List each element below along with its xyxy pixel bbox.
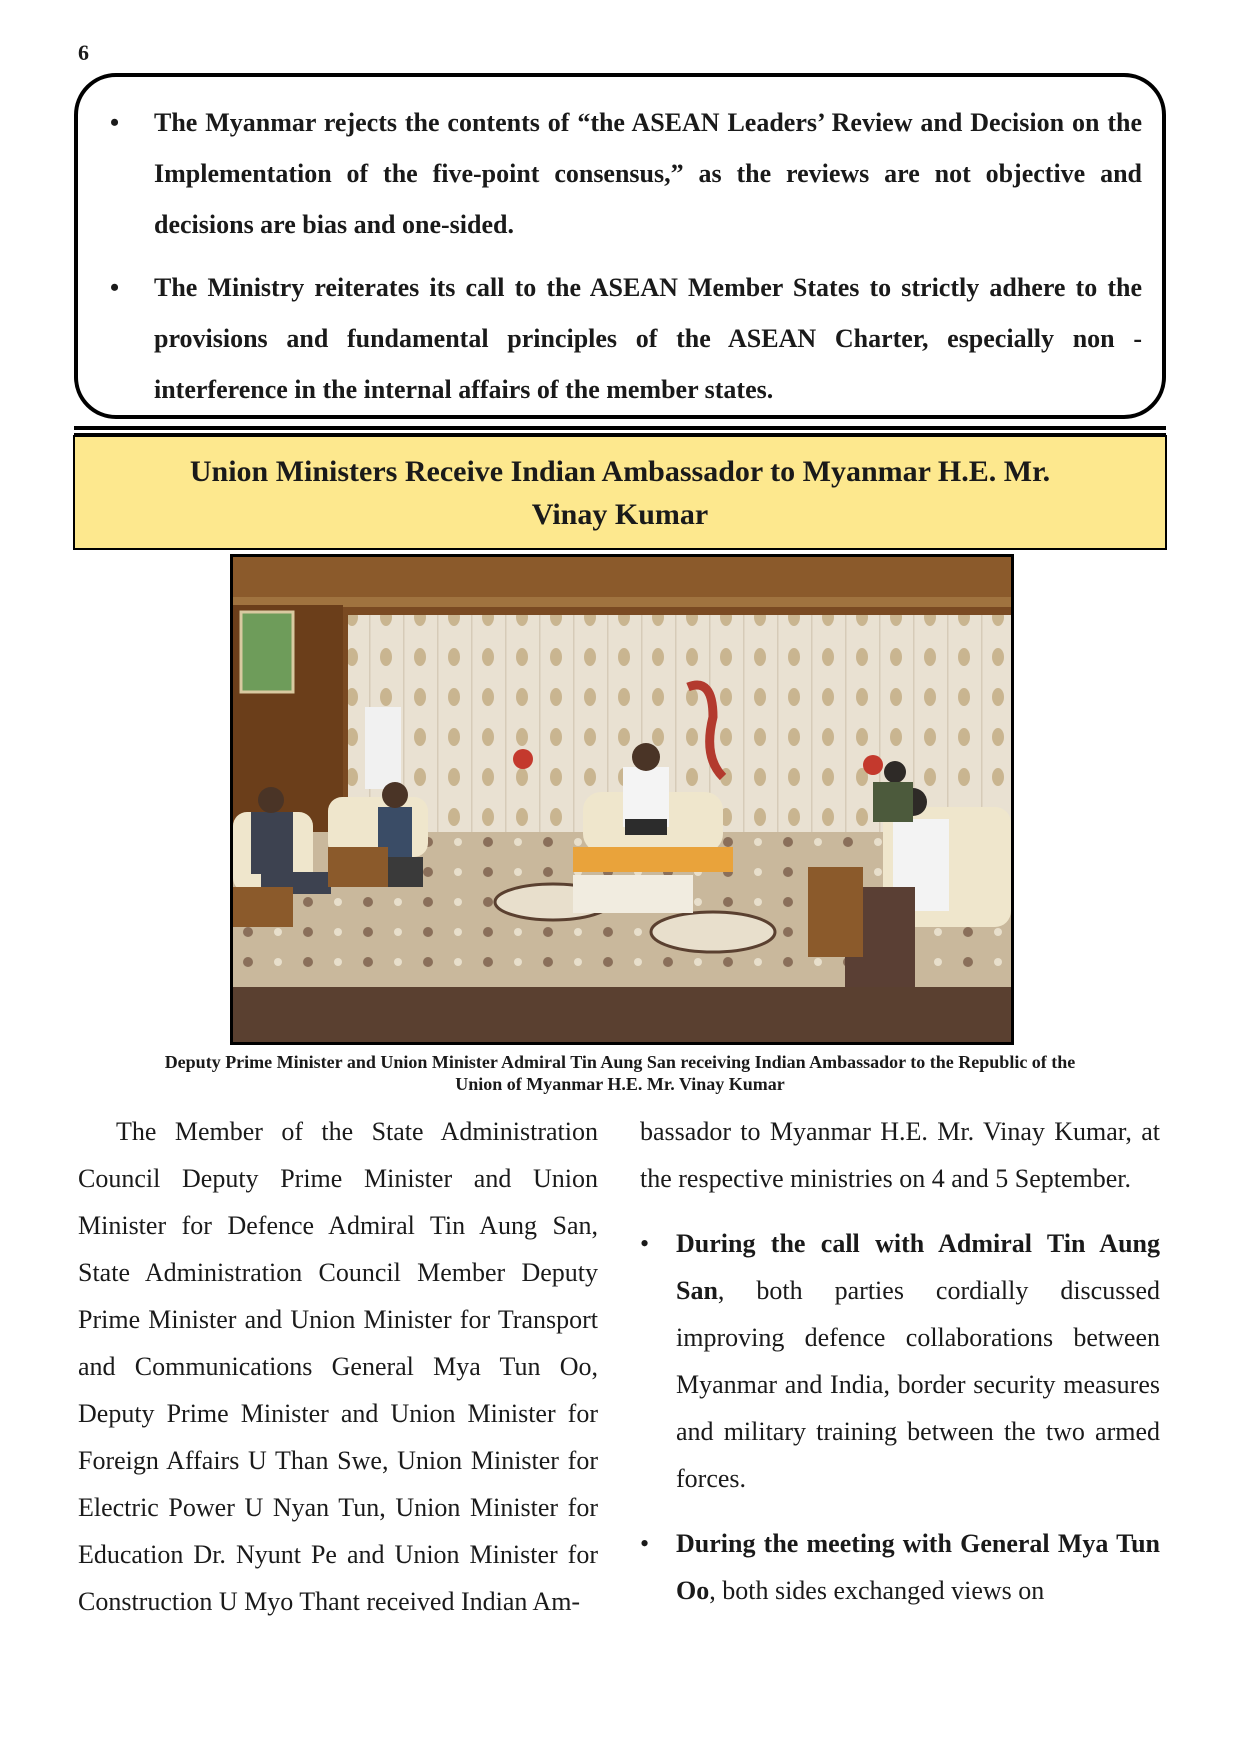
right-column [640, 1108, 1160, 1614]
meeting-room-illustration [233, 557, 1011, 1042]
box-bullet [98, 262, 1142, 415]
article-bullet [640, 1520, 1160, 1614]
bullet-icon: • [640, 1229, 650, 1258]
highlight-box [74, 73, 1166, 419]
photo-caption: Deputy Prime Minister and Union Minister Admiral Tin Aung San receiving Indian Ambassador to the Republic of the Union of Myanmar H.E. Mr. Vinay Kumar [164, 1052, 1076, 1094]
left-column [78, 1108, 598, 1625]
bullet-bold-lead: During the call with Admiral Tin Aung San [676, 1229, 1160, 1305]
article-headline [73, 435, 1167, 550]
box-bullet-text: The Ministry reiterates its call to the ASEAN Member States to strictly adhere to the provisions and fundamental principles of the ASEAN Charter, especially non -interference in the internal affairs of the member states. [154, 273, 1142, 404]
bullet-icon: • [110, 108, 120, 137]
article-bullet-list [640, 1220, 1160, 1614]
article-bullet [640, 1220, 1160, 1502]
box-bullet-text: The Myanmar rejects the contents of “the ASEAN Leaders’ Review and Decision on the Implementation of the five-point consensus,” as the reviews are not objective and decisions are bias and one-sided. [154, 108, 1142, 239]
body-paragraph-continued: bassador to Myanmar H.E. Mr. Vinay Kumar, at the respective ministries on 4 and 5 September. [640, 1117, 1160, 1193]
bullet-icon: • [110, 273, 120, 302]
bullet-text: , both sides exchanged views on [709, 1576, 1045, 1605]
bullet-icon: • [640, 1529, 650, 1558]
divider-thick [74, 426, 1166, 430]
box-bullet [98, 97, 1142, 250]
page-number: 6 [78, 40, 89, 65]
box-bullet-list [98, 97, 1142, 427]
meeting-photo [230, 554, 1014, 1045]
bullet-text: , both parties cordially discussed improving defence collaborations between Myanmar and India, border security measures and military training between the two armed forces. [676, 1276, 1160, 1493]
body-paragraph: The Member of the State Administration Council Deputy Prime Minister and Union Minister for Defence Admiral Tin Aung San, State Administration Council Member Deputy Prime Minister and Union Minister for Transport and Communications General Mya Tun Oo, Deputy Prime Minister and Union Minister for Foreign Affairs U Than Swe, Union Minister for Electric Power U Nyan Tun, Union Minister for Education Dr. Nyunt Pe and Union Minister for Construction U Myo Thant received Indian Am- [78, 1117, 598, 1616]
bullet-bold-lead: During the meeting with General Mya Tun Oo [676, 1529, 1160, 1605]
headline-text: Union Ministers Receive Indian Ambassador to Myanmar H.E. Mr. Vinay Kumar [189, 454, 1051, 531]
